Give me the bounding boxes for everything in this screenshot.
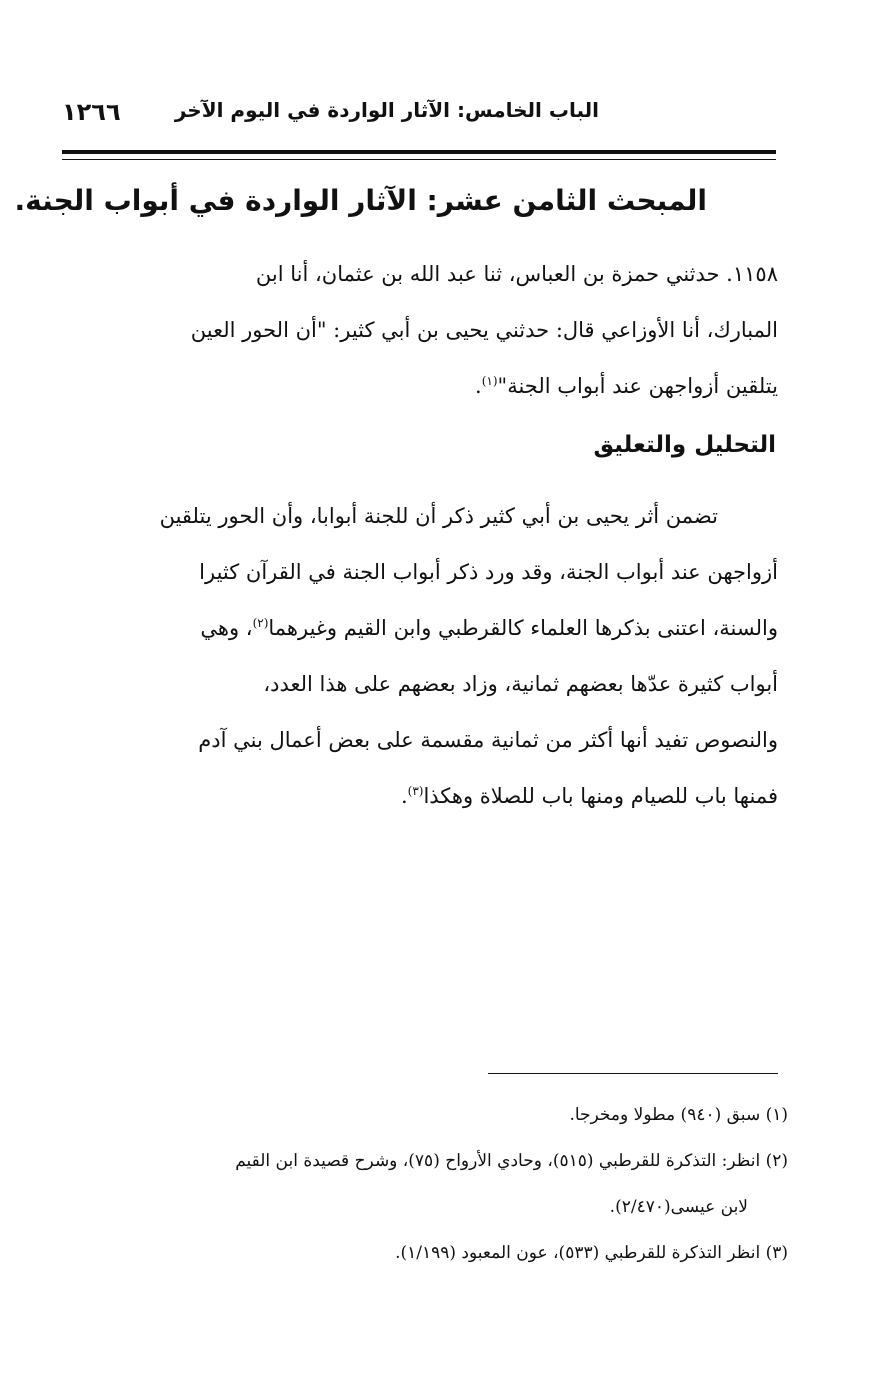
page-number: ١٢٦٦: [62, 98, 121, 126]
footnote-2: (٢) انظر: التذكرة للقرطبي (٥١٥)، وحادي الأرواح (٧٥)، وشرح قصيدة ابن القيم: [235, 1151, 788, 1171]
footnote-ref: (٣): [407, 784, 424, 798]
footnote-separator: [488, 1073, 778, 1074]
footnotes: [70, 1092, 788, 1276]
footnote-1: (١) سبق (٩٤٠) مطولا ومخرجا.: [569, 1105, 788, 1125]
hadith-line: ١١٥٨. حدثني حمزة بن العباس، ثنا عبد الله بن عثمان، أنا ابن: [255, 262, 778, 286]
analysis-line: والنصوص تفيد أنها أكثر من ثمانية مقسمة على بعض أعمال بني آدم: [198, 728, 778, 752]
analysis-heading: التحليل والتعليق: [593, 432, 776, 458]
analysis-paragraph: [70, 488, 778, 824]
analysis-line: تضمن أثر يحيى بن أبي كثير ذكر أن للجنة أبوابا، وأن الحور يتلقين: [159, 504, 718, 528]
analysis-text-end: ، وهي: [200, 616, 253, 640]
footnote-3: (٣) انظر التذكرة للقرطبي (٥٣٣)، عون المعبود (١/١٩٩).: [395, 1243, 788, 1263]
hadith-paragraph: [70, 246, 778, 414]
footnote-ref: (١): [481, 374, 498, 388]
analysis-line: [70, 768, 778, 824]
running-title: الباب الخامس: الآثار الواردة في اليوم الآخر: [174, 98, 599, 122]
section-title: المبحث الثامن عشر: الآثار الواردة في أبواب الجنة.: [14, 184, 707, 217]
page-header: [62, 92, 774, 136]
hadith-text: يتلقين أزواجهن عند أبواب الجنة": [497, 374, 778, 398]
analysis-line: [70, 600, 778, 656]
analysis-line: أبواب كثيرة عدّها بعضهم ثمانية، وزاد بعضهم على هذا العدد،: [263, 672, 778, 696]
hadith-line: المبارك، أنا الأوزاعي قال: حدثني يحيى بن أبي كثير: "أن الحور العين: [190, 318, 778, 342]
header-rule-thin: [62, 159, 776, 160]
hadith-line: [70, 358, 778, 414]
footnote-ref: (٢): [252, 616, 269, 630]
analysis-text: فمنها باب للصيام ومنها باب للصلاة وهكذا: [423, 784, 778, 808]
header-rule-thick: [62, 150, 776, 154]
analysis-text-end: .: [400, 784, 408, 808]
analysis-line: أزواجهن عند أبواب الجنة، وقد ورد ذكر أبواب الجنة في القرآن كثيرا: [199, 560, 778, 584]
hadith-end: .: [475, 374, 482, 398]
footnote-2-continued: لابن عيسى(٢/٤٧٠).: [609, 1197, 748, 1217]
analysis-text: والسنة، اعتنى بذكرها العلماء كالقرطبي وابن القيم وغيرهما: [268, 616, 778, 640]
